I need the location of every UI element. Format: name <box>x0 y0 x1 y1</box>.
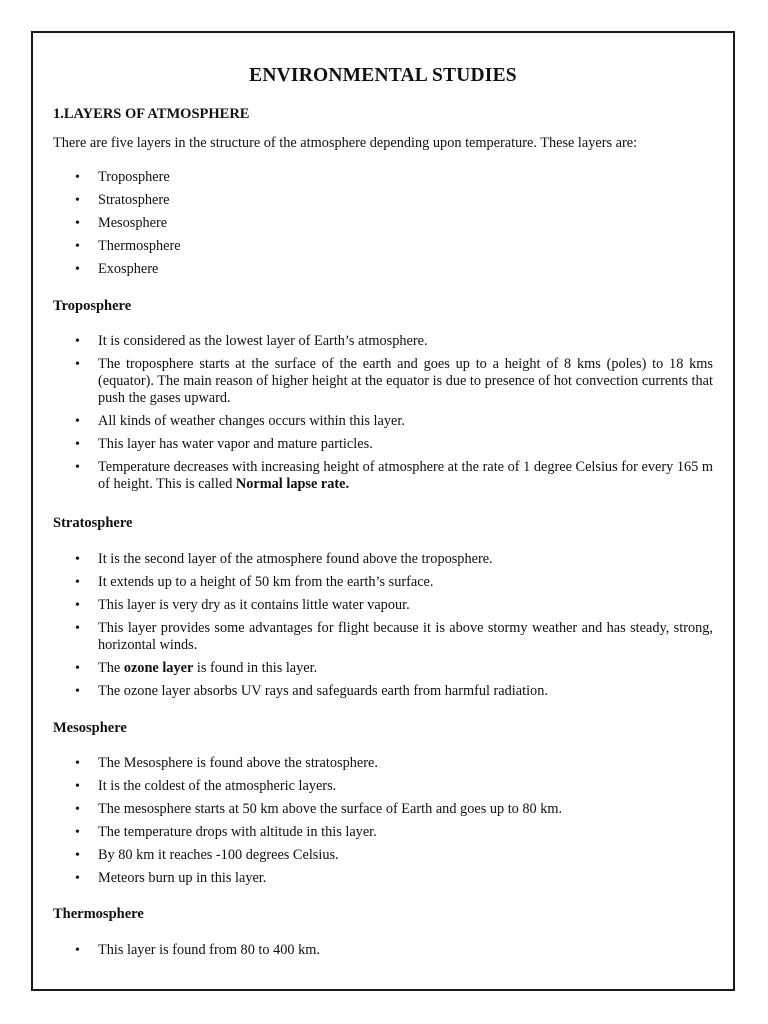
list-item: • Meteors burn up in this layer. <box>53 870 713 887</box>
thermosphere-list <box>53 942 713 965</box>
list-item: • By 80 km it reaches -100 degrees Celsius. <box>53 847 713 864</box>
list-item: • It extends up to a height of 50 km from the earth’s surface. <box>53 574 713 591</box>
list-item: • All kinds of weather changes occurs within this layer. <box>53 413 713 430</box>
list-item: • This layer has water vapor and mature particles. <box>53 436 713 453</box>
list-item: • The troposphere starts at the surface of the earth and goes up to a height of 8 kms (poles) to 18 kms (equator). The main reason of higher height at the equator is due to presence of hot convection currents that push the gases upward. <box>53 356 713 407</box>
stratosphere-heading: Stratosphere <box>53 515 133 531</box>
document-title: ENVIRONMENTAL STUDIES <box>249 65 517 86</box>
list-item: • Troposphere <box>53 169 713 186</box>
list-item: • The Mesosphere is found above the stratosphere. <box>53 755 713 772</box>
list-item <box>53 660 713 677</box>
list-item: • Thermosphere <box>53 238 713 255</box>
mesosphere-heading: Mesosphere <box>53 720 127 736</box>
list-item: • The temperature drops with altitude in this layer. <box>53 824 713 841</box>
section-heading: 1.LAYERS OF ATMOSPHERE <box>53 106 250 122</box>
list-item-text: The <box>98 660 124 676</box>
troposphere-heading: Troposphere <box>53 298 132 314</box>
list-item-text: is found in this layer. <box>193 660 318 676</box>
layers-list <box>53 169 713 284</box>
list-item: • The ozone layer absorbs UV rays and safeguards earth from harmful radiation. <box>53 683 713 700</box>
list-item-bold: ozone layer <box>123 660 194 676</box>
list-item-text: Temperature decreases with increasing height of atmosphere at the rate of 1 degree Celsius for every 165 m of height. This is called <box>98 459 713 492</box>
mesosphere-list <box>53 755 713 893</box>
list-item: • This layer is found from 80 to 400 km. <box>53 942 713 959</box>
list-item: • Exosphere <box>53 261 713 278</box>
list-item: • It is the second layer of the atmosphere found above the troposphere. <box>53 551 713 568</box>
list-item: • Stratosphere <box>53 192 713 209</box>
list-item: • This layer provides some advantages for flight because it is above stormy weather and has steady, strong, horizontal winds. <box>53 620 713 654</box>
list-item: • It is considered as the lowest layer of Earth’s atmosphere. <box>53 333 713 350</box>
stratosphere-list <box>53 551 713 706</box>
list-item: • It is the coldest of the atmospheric layers. <box>53 778 713 795</box>
list-item: • The mesosphere starts at 50 km above the surface of Earth and goes up to 80 km. <box>53 801 713 818</box>
intro-paragraph: There are five layers in the structure of the atmosphere depending upon temperature. These layers are: <box>53 135 638 151</box>
list-item-bold: Normal lapse rate. <box>235 476 350 492</box>
troposphere-list <box>53 333 713 499</box>
thermosphere-heading: Thermosphere <box>53 906 144 922</box>
list-item: • Mesosphere <box>53 215 713 232</box>
list-item: • This layer is very dry as it contains little water vapour. <box>53 597 713 614</box>
list-item <box>53 459 713 493</box>
